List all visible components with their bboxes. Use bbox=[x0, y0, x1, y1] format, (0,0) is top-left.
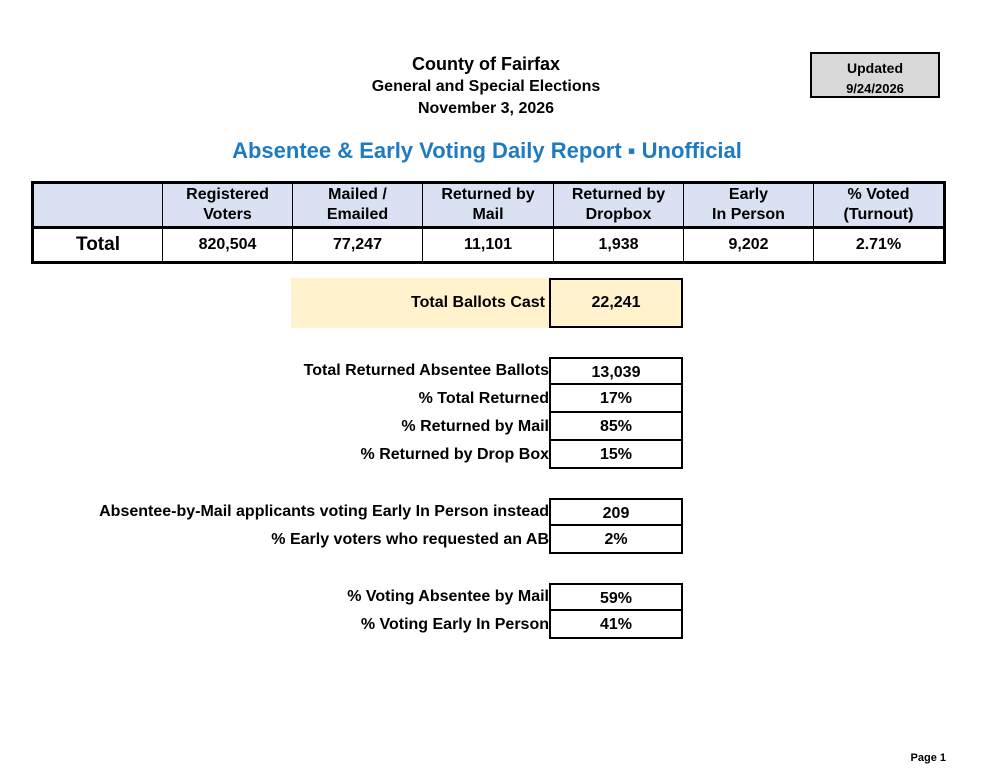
table-header-row bbox=[33, 183, 945, 228]
total-ballots-label: Total Ballots Cast bbox=[291, 278, 549, 328]
total-returned-value: 13,039 bbox=[549, 357, 683, 385]
election-date: November 3, 2026 bbox=[417, 100, 555, 117]
value-percent-voted: 2.71% bbox=[814, 228, 945, 263]
row-label-total: Total bbox=[33, 228, 163, 263]
header-mailed-emailed: Mailed / Emailed bbox=[293, 183, 423, 228]
header-early-in-person: Early In Person bbox=[684, 183, 814, 228]
pct-returned-mail-value: 85% bbox=[549, 413, 683, 441]
pct-early-requested-ab-value: 2% bbox=[549, 526, 683, 554]
updated-label: Updated bbox=[847, 60, 903, 76]
pct-returned-mail-label: % Returned by Mail bbox=[401, 418, 549, 435]
election-name: General and Special Elections bbox=[371, 78, 601, 95]
table-row-total bbox=[33, 228, 945, 263]
pct-voting-early-value: 41% bbox=[549, 611, 683, 639]
pct-returned-dropbox-value: 15% bbox=[549, 441, 683, 469]
updated-date: 9/24/2026 bbox=[846, 81, 904, 96]
value-returned-by-dropbox: 1,938 bbox=[554, 228, 684, 263]
value-early-in-person: 9,202 bbox=[684, 228, 814, 263]
header-returned-by-dropbox: Returned by Dropbox bbox=[554, 183, 684, 228]
summary-table bbox=[31, 181, 946, 264]
pct-voting-absentee-label: % Voting Absentee by Mail bbox=[347, 588, 549, 605]
value-registered-voters: 820,504 bbox=[163, 228, 293, 263]
value-returned-by-mail: 11,101 bbox=[423, 228, 554, 263]
pct-total-returned-label: % Total Returned bbox=[418, 390, 549, 407]
pct-total-returned-value: 17% bbox=[549, 385, 683, 413]
pct-voting-absentee-value: 59% bbox=[549, 583, 683, 611]
pct-returned-dropbox-label: % Returned by Drop Box bbox=[360, 446, 549, 463]
county-title: County of Fairfax bbox=[411, 54, 560, 74]
header-returned-by-mail: Returned by Mail bbox=[423, 183, 554, 228]
header-blank-cell bbox=[33, 183, 163, 228]
ab-applicants-early-label: Absentee-by-Mail applicants voting Early In Person instead bbox=[99, 503, 549, 520]
report-title: Absentee & Early Voting Daily Report ▪ Unofficial bbox=[232, 138, 742, 163]
header-registered-voters: Registered Voters bbox=[163, 183, 293, 228]
updated-box bbox=[810, 52, 940, 98]
total-ballots-value: 22,241 bbox=[549, 278, 683, 328]
header-percent-voted: % Voted (Turnout) bbox=[814, 183, 945, 228]
ab-applicants-early-value: 209 bbox=[549, 498, 683, 526]
page-number: Page 1 bbox=[910, 752, 946, 764]
pct-early-requested-ab-label: % Early voters who requested an AB bbox=[271, 531, 549, 548]
value-mailed-emailed: 77,247 bbox=[293, 228, 423, 263]
total-returned-label: Total Returned Absentee Ballots bbox=[303, 362, 549, 379]
pct-voting-early-label: % Voting Early In Person bbox=[360, 616, 549, 633]
